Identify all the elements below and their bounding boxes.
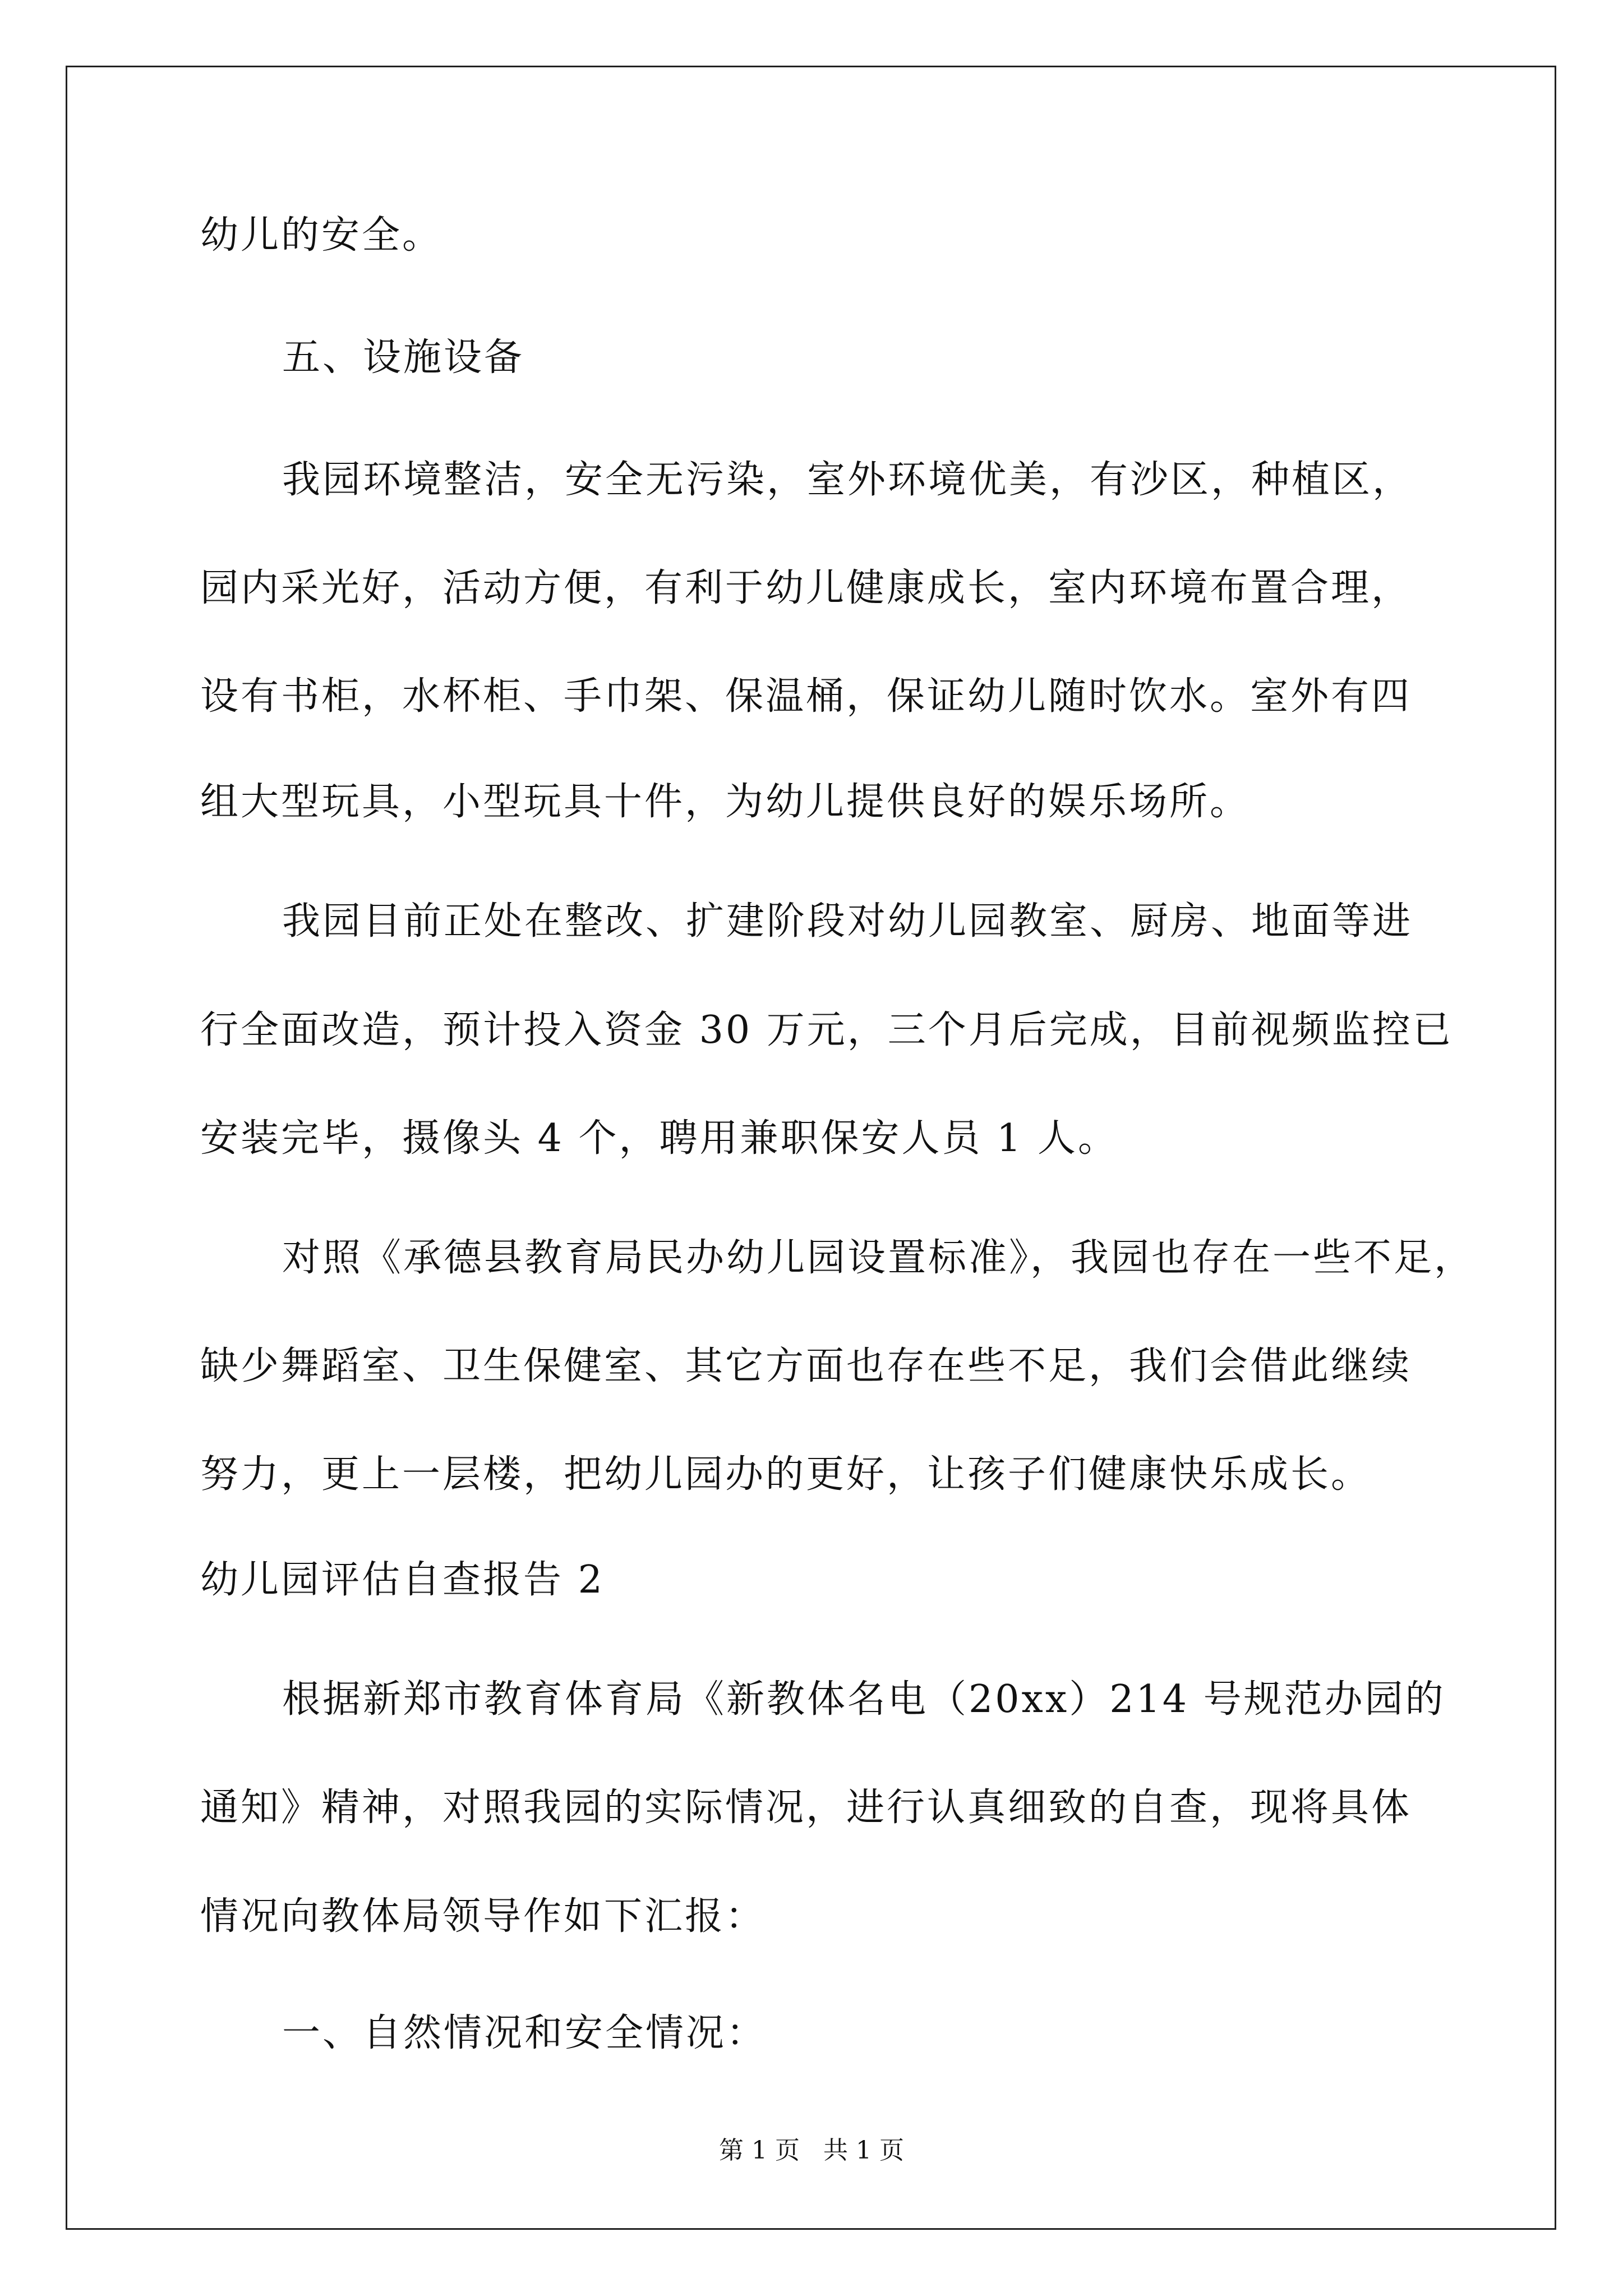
text-line: 对照《承德县教育局民办幼儿园设置标准》，我园也存在一些不足， — [282, 1236, 1475, 1280]
text-line: 根据新郑市教育体育局《新教体名电（20xx）214 号规范办园的 — [282, 1677, 1446, 1722]
text-line: 设有书柜，水杯柜、手巾架、保温桶，保证幼儿随时饮水。室外有四 — [200, 674, 1412, 719]
page-number: 第 1 页 共 1 页 — [719, 2136, 904, 2165]
text-line: 幼儿的安全。 — [200, 213, 443, 257]
text-line: 我园环境整洁，安全无污染，室外环境优美，有沙区，种植区， — [282, 458, 1413, 502]
text-line: 行全面改造，预计投入资金 30 万元，三个月后完成，目前视频监控已 — [200, 1008, 1453, 1052]
section-heading: 一、自然情况和安全情况： — [282, 2011, 767, 2055]
text-line: 情况向教体局领导作如下汇报： — [200, 1894, 766, 1939]
report-title: 幼儿园评估自查报告 2 — [200, 1558, 605, 1602]
text-line: 组大型玩具，小型玩具十件，为幼儿提供良好的娱乐场所。 — [200, 780, 1251, 824]
text-line: 安装完毕，摄像头 4 个，聘用兼职保安人员 1 人。 — [200, 1116, 1118, 1161]
text-line: 通知》精神，对照我园的实际情况，进行认真细致的自查，现将具体 — [200, 1786, 1412, 1830]
text-line: 缺少舞蹈室、卫生保健室、其它方面也存在些不足，我们会借此继续 — [200, 1344, 1412, 1388]
text-line: 园内采光好，活动方便，有利于幼儿健康成长，室内环境布置合理， — [200, 566, 1412, 610]
text-line: 我园目前正处在整改、扩建阶段对幼儿园教室、厨房、地面等进 — [282, 899, 1413, 944]
section-heading: 五、设施设备 — [282, 335, 525, 380]
text-line: 努力，更上一层楼，把幼儿园办的更好，让孩子们健康快乐成长。 — [200, 1452, 1372, 1497]
